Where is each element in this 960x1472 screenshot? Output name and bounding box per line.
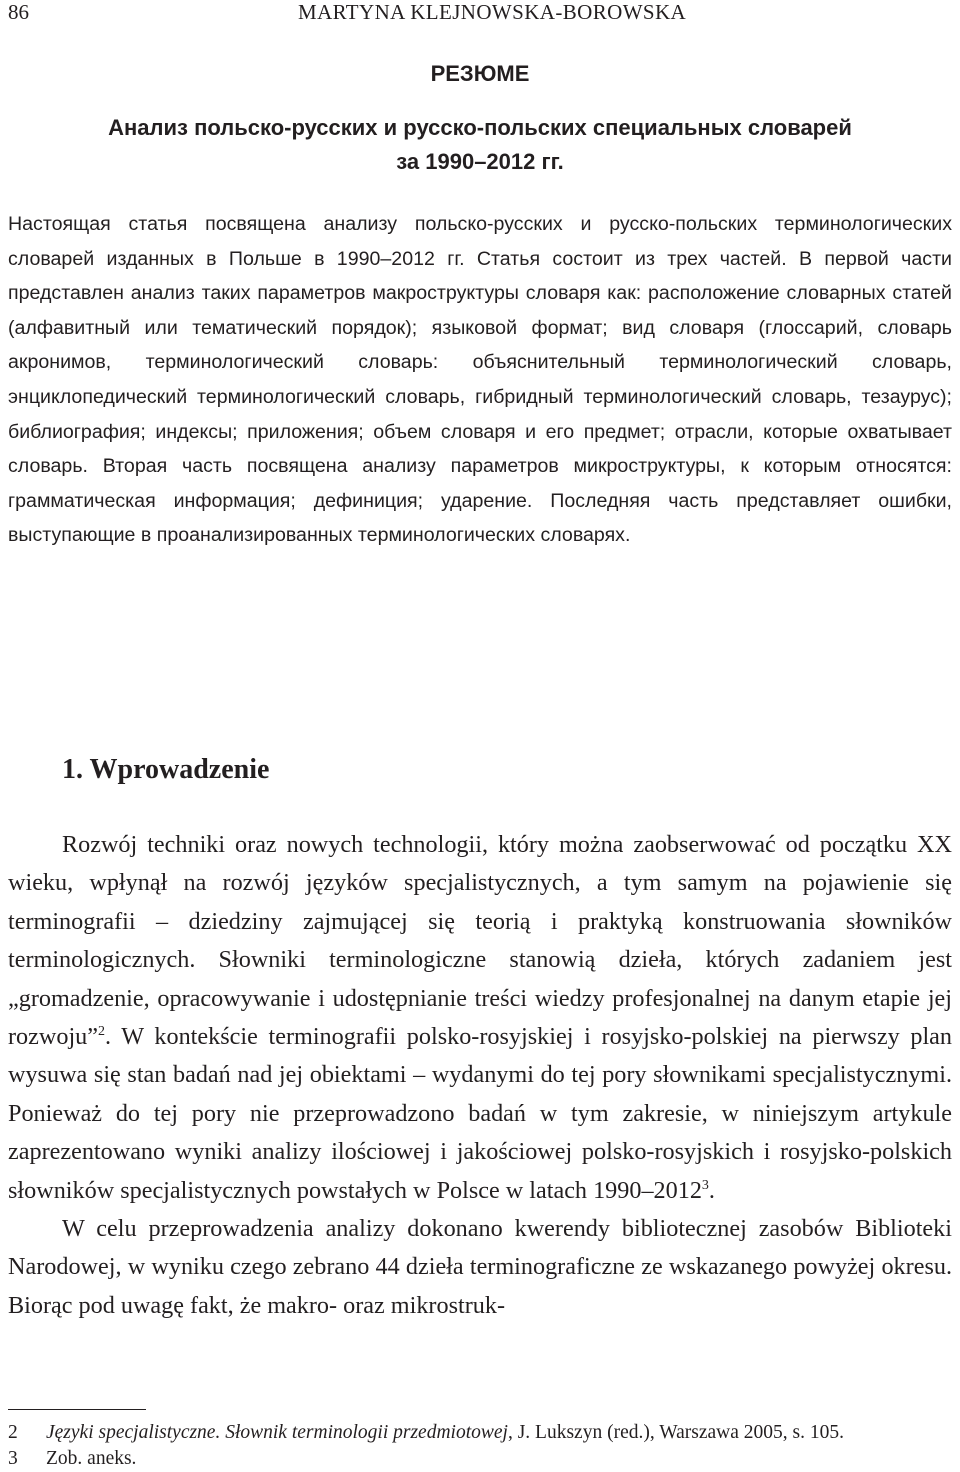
summary-title [8,111,952,179]
summary-title-line-2: за 1990–2012 гг. [396,149,564,174]
summary-heading: РЕЗЮМЕ [430,61,530,86]
footnote-2 [8,1420,952,1446]
body-paragraph-1-part-c: . [708,1176,715,1204]
footnote-divider [8,1409,146,1410]
footnote-ref-3[interactable]: 3 [701,1177,709,1193]
footnote-text: Zob. aneks. [46,1448,137,1469]
footnote-number: 2 [8,1422,18,1443]
running-header [8,0,952,24]
running-author: MARTYNA KLEJNOWSKA-BOROWSKA [298,0,687,24]
section-heading: 1. Wprowadzenie [62,754,270,785]
page-number: 86 [8,0,29,24]
summary-paragraph: Настоящая статья посвящена анализу польско-русских и русско-польских терминологических словарей изданных в Польше в 1990–2012 гг. Статья состоит из трех частей. В первой части представлен анализ таких параметров макроструктуры словаря как: расположение словарных статей (алфавитный или тематический порядок); языковой формат; вид словаря (глоссарий, словарь акронимов, терминологический словарь: объяснительный терминологический словарь, энциклопедический терминологический словарь, гибридный терминологический словарь, тезаурус); библиография; индексы; приложения; объем словаря и его предмет; отрасли, которые охватывает словарь. Вторая часть посвящена анализу параметров микроструктуры, к которым относятся: грамматическая информация; дефиниция; ударение. Последняя часть представляет ошибки, выступающие в проанализированных терминологических словарях. [8,213,952,547]
footnote-3 [8,1446,952,1472]
footnote-number: 3 [8,1448,18,1469]
footnote-text: , J. Lukszyn (red.), Warszawa 2005, s. 105. [507,1422,844,1443]
summary-title-line-1: Анализ польско-русских и русско-польских специальных словарей [108,115,852,140]
footnote-ref-2[interactable]: 2 [98,1024,105,1040]
summary-block [8,55,952,553]
footnotes [8,1420,952,1472]
body-paragraph-2: W celu przeprowadzenia analizy dokonano kwerendy bibliotecznej zasobów Biblioteki Narodowej, w wyniku czego zebrano 44 dzieła terminograficzne ze wskazanego powyżej okresu. Biorąc pod uwagę fakt, że makro- oraz mikrostruk- [8,1215,952,1319]
footnote-title: Języki specjalistyczne. Słownik terminologii przedmiotowej [46,1422,508,1443]
body-paragraph-1-part-a: Rozwój techniki oraz nowych technologii, który można zaobserwować od początku XX wieku, wpłynął na rozwój języków specjalistycznych, a tym samym na pojawienie się terminografii – dziedziny zajmującej się teorią i praktyką konstruowania słowników terminologicznych. Słowniki terminologiczne stanowią dzieła, których zadaniem jest „gromadzenie, opracowywanie i udostępnianie treści wiedzy profesjonalnej na danym etapie jej rozwoju” [8,831,952,1051]
body-paragraph-1 [8,826,952,1210]
body-paragraph-1-part-b: . W kontekście terminografii polsko-rosyjskiej i rosyjsko-polskiej na pierwszy plan wysuwa się stan badań nad jej obiektami – wydanymi do tej pory słownikami specjalistycznymi. Ponieważ do tej pory nie przeprowadzono badań w tym zakresie, w niniejszym artykule zaprezentowano wyniki analizy ilościowej i jakościowej polsko-rosyjskich i rosyjsko-polskich słowników specjalistycznych powstałych w Polsce w latach 1990–2012 [8,1023,952,1204]
body-text [8,826,952,1325]
